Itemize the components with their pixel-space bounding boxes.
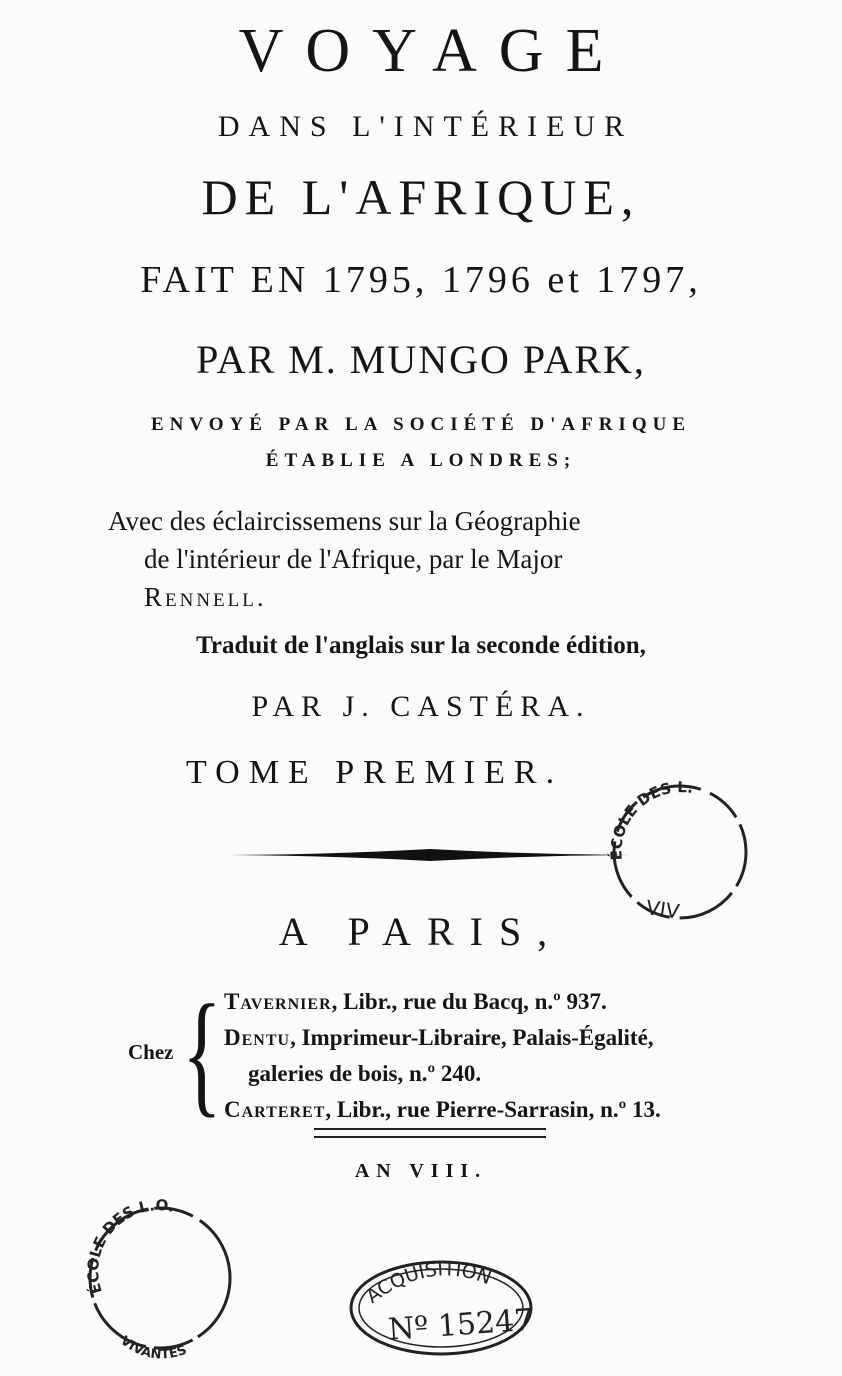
stamp-text: ÉCOLE DES L.O.: [83, 1196, 177, 1296]
svg-text:ACQUISITION: [362, 1258, 494, 1308]
title-dates: FAIT EN 1795, 1796 et 1797,: [140, 259, 702, 301]
stamp-text-2: VIV: [644, 895, 681, 924]
seller-line: Carteret, Libr., rue Pierre-Sarrasin, n.º 13.: [224, 1097, 661, 1122]
author-line: PAR M. MUNGO PARK,: [196, 337, 646, 382]
stamp-text: ÉCOLE DES L.: [607, 778, 695, 861]
sellers-list: [224, 984, 661, 1128]
supplement-paragraph: [108, 502, 748, 616]
translation-line: Traduit de l'anglais sur la seconde édition,: [196, 632, 646, 659]
city-line: A PARIS,: [278, 909, 564, 954]
year-line: AN VIII.: [354, 1160, 488, 1182]
seller-line: Dentu, Imprimeur-Libraire, Palais-Égalité,: [224, 1025, 654, 1050]
svg-text:ÉCOLE DES L.: [606, 778, 694, 861]
double-rule-top: [314, 1128, 546, 1130]
ornamental-rule: [230, 848, 630, 862]
translator-line: PAR J. CASTÉRA.: [251, 690, 591, 723]
stamp-text: ACQUISITION: [362, 1258, 495, 1308]
double-rule-bottom: [314, 1136, 546, 1138]
envoy-line-1: ENVOYÉ PAR LA SOCIÉTÉ D'AFRIQUE: [151, 414, 691, 435]
envoy-line-2: ÉTABLIE A LONDRES;: [265, 450, 577, 471]
brace-icon: {: [182, 976, 222, 1129]
seller-line: galeries de bois, n.º 240.: [248, 1061, 482, 1086]
seller-line: Tavernier, Libr., rue du Bacq, n.º 937.: [224, 989, 607, 1014]
title-dans-interieur: DANS L'INTÉRIEUR: [217, 110, 634, 143]
supplement-name: Rennell.: [144, 582, 267, 612]
svg-text:VIVANTES: [117, 1333, 189, 1360]
supplement-line-2: de l'intérieur de l'Afrique, par le Major: [144, 544, 563, 574]
stamp-number: Nº 15247: [386, 1302, 535, 1348]
library-stamp-icon: [76, 1192, 244, 1360]
chez-label: Chez: [128, 1040, 174, 1064]
title-de-afrique: DE L'AFRIQUE,: [201, 169, 641, 225]
title-voyage: VOYAGE: [238, 17, 626, 85]
stamp-text-2: VIVANTES: [117, 1333, 189, 1360]
svg-text:ÉCOLE DES L.O.: [84, 1196, 176, 1296]
acquisition-stamp-icon: [346, 1254, 536, 1360]
volume-line: TOME PREMIER.: [186, 754, 564, 791]
library-stamp-icon: [600, 770, 760, 930]
supplement-line-1: Avec des éclaircissemens sur la Géographie: [108, 506, 581, 536]
